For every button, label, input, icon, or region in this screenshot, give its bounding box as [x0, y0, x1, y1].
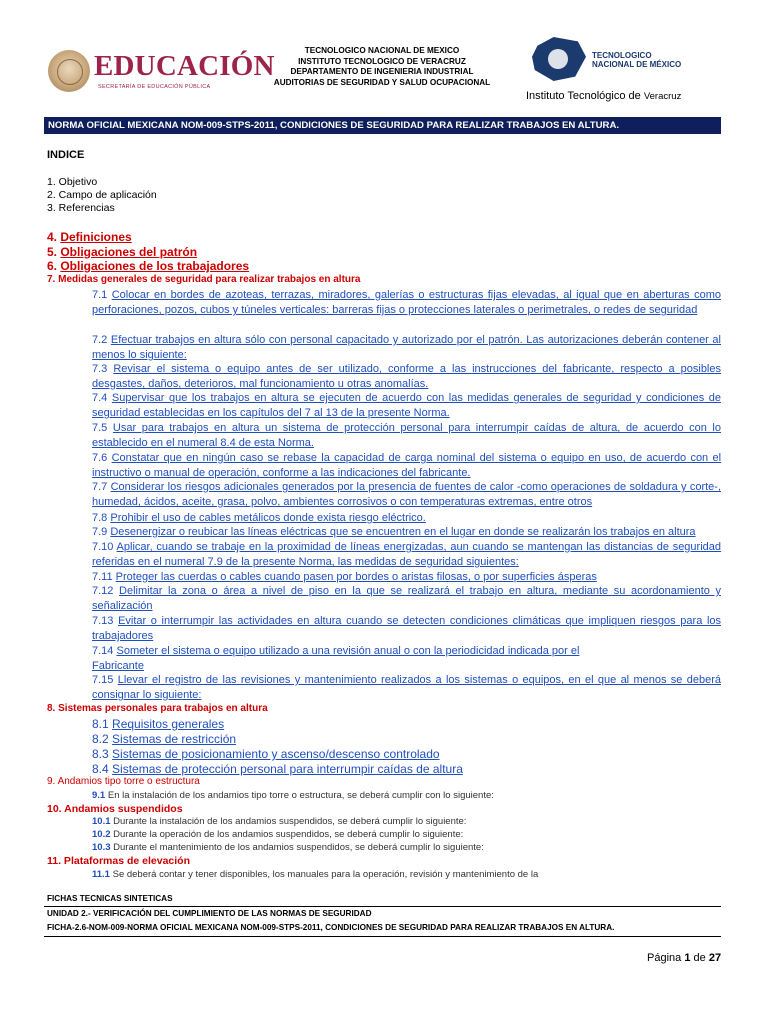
item-11-1 — [92, 869, 538, 880]
item-number: 8.3 — [92, 747, 109, 761]
educacion-logo — [48, 48, 275, 100]
item-text: En la instalación de los andamios tipo torre o estructura, se deberá cumplir con lo siguiente: — [107, 790, 494, 801]
item-10-3 — [92, 842, 484, 853]
item-7-3-link[interactable] — [92, 362, 721, 392]
item-number: 10.1 — [92, 816, 111, 827]
item-text: Delimitar la zona o área a nivel de piso en la que se realizará el trabajo en altura, mediante su acordonamiento y señalización — [92, 585, 721, 612]
section-label: Obligaciones de los trabajadores — [60, 259, 250, 273]
section-7-heading: 7. Medidas generales de seguridad para realizar trabajos en altura — [47, 274, 361, 285]
section-number: 5. — [47, 245, 61, 259]
item-text: Durante la instalación de los andamios suspendidos, se deberá cumplir lo siguiente: — [113, 816, 467, 827]
item-number: 8.4 — [92, 762, 109, 776]
item-7-10-link[interactable] — [92, 540, 721, 570]
item-text: Desenergizar o reubicar las líneas eléctricas que se encuentren en el lugar en donde se realizarán los trabajos en altura — [110, 526, 696, 538]
item-number: 7.6 — [92, 452, 108, 464]
index-item-referencias: 3. Referencias — [47, 202, 115, 214]
item-text: Llevar el registro de las revisiones y mantenimiento realizados a los sistemas o equipos, en el que al menos se deberá consignar lo siguiente: — [92, 674, 721, 701]
item-9-1 — [92, 790, 494, 801]
item-number: 7.2 — [92, 334, 108, 346]
footer-divider — [44, 936, 721, 937]
item-number: 7.3 — [92, 363, 108, 375]
footer-divider — [44, 906, 721, 907]
educacion-subtitle: SECRETARÍA DE EDUCACIÓN PÚBLICA — [98, 84, 211, 90]
page-of: de — [693, 952, 706, 964]
section-label: Obligaciones del patrón — [60, 245, 198, 259]
page-number — [647, 952, 721, 964]
item-text: Sistemas de restricción — [112, 732, 237, 746]
section-8-heading: 8. Sistemas personales para trabajos en altura — [47, 703, 268, 714]
item-number: 7.1 — [92, 289, 108, 301]
item-7-14-link[interactable] — [92, 644, 632, 674]
header-line: AUDITORIAS DE SEGURIDAD Y SALUD OCUPACIONAL — [273, 77, 491, 87]
section-10-heading: 10. Andamios suspendidos — [47, 803, 183, 815]
item-7-1-link[interactable] — [92, 288, 721, 318]
item-number: 7.14 — [92, 645, 114, 657]
item-10-2 — [92, 829, 463, 840]
item-text: Aplicar, cuando se trabaje en la proximidad de líneas energizadas, aun cuando se mantengan las distancias de seguridad referidas en el numeral 7.9 de la presente Norma, las medidas de seguridad siguientes: — [92, 541, 722, 568]
item-text: Durante la operación de los andamios suspendidos, se deberá cumplir lo siguiente: — [113, 829, 464, 840]
item-text: Usar para trabajos en altura un sistema de protección personal para interrumpir caídas de altura, de acuerdo con lo establecido en el numeral 8.4 de esta Norma. — [92, 422, 721, 449]
section-6-link[interactable] — [47, 259, 249, 273]
item-number: 10.2 — [92, 829, 111, 840]
page-current: 1 — [684, 952, 691, 964]
item-7-15-link[interactable] — [92, 673, 721, 703]
item-text: Efectuar trabajos en altura sólo con personal capacitado y autorizado por el patrón. Las autorizaciones deberán contener al menos lo siguiente: — [92, 334, 721, 361]
item-number: 7.13 — [92, 615, 114, 627]
item-8-4-link[interactable] — [92, 762, 463, 777]
section-label: Definiciones — [60, 230, 132, 244]
item-7-2-link[interactable] — [92, 333, 721, 363]
institute-name — [526, 90, 681, 102]
index-heading: INDICE — [47, 149, 85, 161]
item-number: 7.8 — [92, 512, 108, 524]
mexico-seal-icon — [48, 50, 90, 92]
item-8-3-link[interactable] — [92, 747, 440, 762]
item-7-4-link[interactable] — [92, 391, 721, 421]
institute-city: Veracruz — [643, 91, 682, 102]
item-7-5-link[interactable] — [92, 421, 721, 451]
tecnm-logo — [532, 37, 692, 81]
item-number: 7.4 — [92, 392, 108, 404]
footer-ficha: FICHA-2.6-NOM-009-NORMA OFICIAL MEXICANA NOM-009-STPS-2011, CONDICIONES DE SEGURIDAD PARA REALIZAR TRABAJOS EN ALTURA. — [47, 923, 615, 932]
item-text: Prohibir el uso de cables metálicos donde exista riesgo eléctrico. — [110, 512, 426, 524]
document-title-bar: NORMA OFICIAL MEXICANA NOM-009-STPS-2011, CONDICIONES DE SEGURIDAD PARA REALIZAR TRABAJOS EN ALTURA. — [44, 117, 721, 134]
header-line: INSTITUTO TECNOLOGICO DE VERACRUZ — [298, 56, 466, 66]
item-number: 7.7 — [92, 481, 108, 493]
item-text: Evitar o interrumpir las actividades en altura cuando se detecten condiciones climáticas que impliquen riesgos para los trabajadores — [92, 615, 722, 642]
item-number: 9.1 — [92, 790, 106, 801]
tecnm-line2: NACIONAL DE MÉXICO — [592, 60, 682, 69]
item-text: Someter el sistema o equipo utilizado a una revisión anual o con la periodicidad indicada por el Fabricante — [92, 645, 580, 672]
item-number: 7.12 — [92, 585, 114, 597]
item-number: 10.3 — [92, 842, 111, 853]
item-8-1-link[interactable] — [92, 717, 224, 732]
item-7-9-link[interactable] — [92, 525, 721, 540]
section-5-link[interactable] — [47, 245, 197, 259]
item-text: Constatar que en ningún caso se rebase la capacidad de carga nominal del sistema o equipo en uso, de acuerdo con el instructivo o manual de operación, conforme a las indicaciones del fabricante. — [92, 452, 722, 479]
tecnm-line1: TECNOLOGICO — [592, 51, 652, 60]
item-text: Durante el mantenimiento de los andamios suspendidos, se deberá cumplir lo siguiente: — [113, 842, 484, 853]
item-text: Requisitos generales — [112, 717, 225, 731]
item-text: Revisar el sistema o equipo antes de ser utilizado, conforme a las instrucciones del fabricante, respecto a posibles desgastes, daños, deterioros, mal funcionamiento u otras anomalías. — [92, 363, 721, 390]
item-7-8-link[interactable] — [92, 511, 721, 526]
item-text: Considerar los riesgos adicionales generados por la presencia de fuentes de calor -como operaciones de soldadura y corte-, humedad, ácidos, aceite, grasa, polvo, ambientes corrosivos o con temperaturas extremas, entre otros — [92, 481, 721, 508]
tecnm-wordmark — [592, 51, 681, 69]
item-10-1 — [92, 816, 466, 827]
item-text: Colocar en bordes de azoteas, terrazas, miradores, galerías o estructuras fijas elevadas, al igual que en aberturas como perforaciones, pozos, cubos y túneles verticales: barreras fijas o protecciones laterales o perimetrales, o redes de seguridad — [92, 289, 721, 316]
index-item-campo: 2. Campo de aplicación — [47, 189, 157, 201]
item-text: Proteger las cuerdas o cables cuando pasen por bordes o aristas filosas, o por superficies ásperas — [115, 571, 597, 583]
educacion-wordmark: EDUCACIÓN — [94, 50, 275, 82]
item-number: 8.2 — [92, 732, 109, 746]
item-number: 7.5 — [92, 422, 108, 434]
section-11-heading: 11. Plataformas de elevación — [47, 855, 190, 867]
header-line: TECNOLOGICO NACIONAL DE MEXICO — [304, 46, 460, 55]
item-text: Se deberá contar y tener disponibles, los manuales para la operación, revisión y mantenimiento de la — [112, 869, 539, 880]
section-9-heading: 9. Andamios tipo torre o estructura — [47, 776, 200, 787]
item-number: 7.11 — [92, 571, 113, 583]
page-total: 27 — [708, 952, 722, 964]
footer-unidad: UNIDAD 2.- VERIFICACIÓN DEL CUMPLIMIENTO DE LAS NORMAS DE SEGURIDAD — [47, 909, 372, 918]
item-7-13-link[interactable] — [92, 614, 721, 644]
index-item-objetivo: 1. Objetivo — [47, 176, 98, 188]
header-line: DEPARTAMENTO DE INGENIERIA INDUSTRIAL — [290, 67, 474, 76]
item-number: 7.15 — [92, 674, 114, 686]
item-number: 7.10 — [92, 541, 114, 553]
header-institution-lines — [262, 46, 502, 88]
item-7-11-link[interactable] — [92, 570, 721, 585]
page-word: Página — [647, 952, 682, 964]
institute-label: Instituto Tecnológico de — [526, 90, 641, 102]
item-text: Sistemas de protección personal para interrumpir caídas de altura — [112, 762, 463, 776]
item-text: Sistemas de posicionamiento y ascenso/descenso controlado — [112, 747, 440, 761]
item-7-12-link[interactable] — [92, 584, 721, 614]
item-7-7-link[interactable] — [92, 480, 721, 510]
footer-fichas-label: FICHAS TECNICAS SINTETICAS — [47, 894, 173, 903]
item-text: Supervisar que los trabajos en altura se ejecuten de acuerdo con las medidas generales de seguridad y condiciones de seguridad establecidas en los capítulos del 7 al 13 de la presente Norma. — [92, 392, 721, 419]
item-number: 8.1 — [92, 717, 109, 731]
item-number: 7.9 — [92, 526, 108, 538]
item-8-2-link[interactable] — [92, 732, 236, 747]
section-4-link[interactable] — [47, 230, 132, 244]
item-7-6-link[interactable] — [92, 451, 721, 481]
item-number: 11.1 — [92, 869, 110, 880]
section-number: 4. — [47, 230, 61, 244]
section-number: 6. — [47, 259, 61, 273]
tecnm-emblem-icon — [532, 37, 586, 81]
